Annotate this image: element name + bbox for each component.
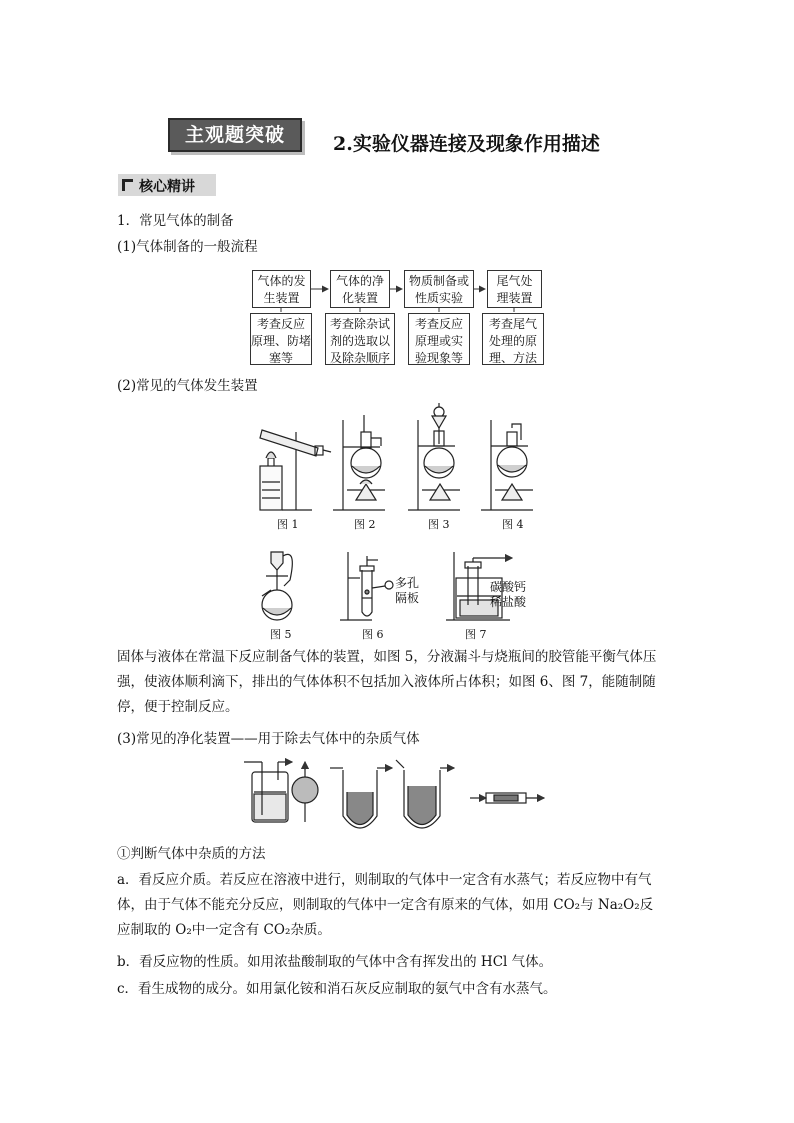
figure-caption: 图 7: [465, 628, 487, 641]
section-label: 核心精讲: [139, 179, 195, 195]
paragraph: [117, 645, 656, 720]
flow-note-text: 原理或实: [414, 334, 463, 348]
figure-caption: 图 3: [428, 518, 450, 531]
flow-step-text: 化装置: [341, 291, 378, 305]
flow-note-text: 原理、防堵: [251, 334, 312, 348]
fig6-label-line: 隔板: [395, 591, 420, 605]
figure-1-apparatus: [260, 430, 331, 510]
flow-step-text: 气体的净: [335, 274, 384, 288]
flow-step-text: 理装置: [496, 291, 533, 305]
flow-note-text: 考查除杂试: [329, 317, 390, 331]
flow-note-text: 理、方法: [488, 351, 537, 365]
flow-step-text: 气体的发: [257, 274, 306, 288]
figure-caption: 图 4: [502, 518, 524, 531]
flow-step-text: 性质实验: [414, 291, 463, 305]
fig7-label: [490, 580, 526, 610]
figure-3-apparatus: [408, 403, 460, 510]
u-tube-2: [396, 760, 454, 828]
sub-heading: (2)常见的气体发生装置: [117, 378, 258, 394]
flow-note-text: 考查尾气: [488, 317, 537, 331]
sub-heading: (1)气体制备的一般流程: [117, 239, 258, 255]
flow-note-text: 处理的原: [488, 334, 537, 348]
paragraph-line: 停，便于控制反应。: [117, 699, 239, 715]
paragraph: [117, 868, 653, 943]
paragraph: b．看反应物的性质。如用浓盐酸制取的气体中含有挥发出的 HCl 气体。: [117, 954, 553, 970]
figure-6-apparatus: [340, 552, 393, 620]
paragraph-line: 固体与液体在常温下反应制备气体的装置，如图 5，分液漏斗与烧瓶间的胶管能平衡气体压: [117, 649, 657, 665]
drying-ball-tube: [292, 762, 318, 822]
item-heading: 1．常见气体的制备: [117, 213, 234, 229]
heated-tube: [470, 793, 544, 803]
paragraph-line: 强，使液体顺利滴下，排出的气体体积不包括加入液体所占体积；如图 6、图 7，能随制随: [117, 674, 656, 690]
fig6-label-line: 多孔: [395, 576, 420, 590]
paragraph: c．看生成物的成分。如用氯化铵和消石灰反应制取的氨气中含有水蒸气。: [117, 981, 557, 997]
wash-bottle: [244, 762, 292, 822]
figure-caption: 图 1: [277, 518, 299, 531]
flow-note-text: 塞等: [268, 351, 293, 365]
flow-step-text: 生装置: [263, 291, 300, 305]
sub-heading: ①判断气体中杂质的方法: [117, 846, 266, 862]
paragraph-line: a．看反应介质。若反应在溶液中进行，则制取的气体中一定含有水蒸气；若反应物中有气: [117, 872, 652, 888]
figure-caption: 图 6: [362, 628, 384, 641]
figure-5-apparatus: [262, 552, 292, 620]
flow-note-text: 剂的选取以: [329, 334, 390, 348]
sub-heading: (3)常见的净化装置——用于除去气体中的杂质气体: [117, 731, 420, 747]
flow-note-text: 验现象等: [414, 351, 463, 365]
figure-2-apparatus: [333, 415, 385, 510]
flow-note-text: 考查反应: [414, 317, 463, 331]
figure-4-apparatus: [481, 420, 533, 510]
figure-caption: 图 2: [354, 518, 376, 531]
flow-step-text: 尾气处: [496, 274, 533, 288]
fig6-label: [395, 576, 419, 606]
fig7-label-line: 碳酸钙: [490, 580, 527, 594]
paragraph-line: 应制取的 O₂中一定含有 CO₂杂质。: [117, 922, 331, 938]
section-banner: 主观题突破: [168, 118, 302, 152]
page-title: 2.实验仪器连接及现象作用描述: [333, 133, 600, 155]
flow-step-text: 物质制备或: [408, 274, 469, 288]
paragraph-line: 体，由于气体不能充分反应，则制取的气体中一定含有原来的气体，如用 CO₂与 Na₂O₂反: [117, 897, 654, 913]
flow-note-text: 及除杂顺序: [329, 351, 390, 365]
figure-caption: 图 5: [270, 628, 292, 641]
flow-note-text: 考查反应: [256, 317, 305, 331]
u-tube-1: [330, 768, 392, 828]
fig7-label-line: 稀盐酸: [490, 595, 527, 609]
